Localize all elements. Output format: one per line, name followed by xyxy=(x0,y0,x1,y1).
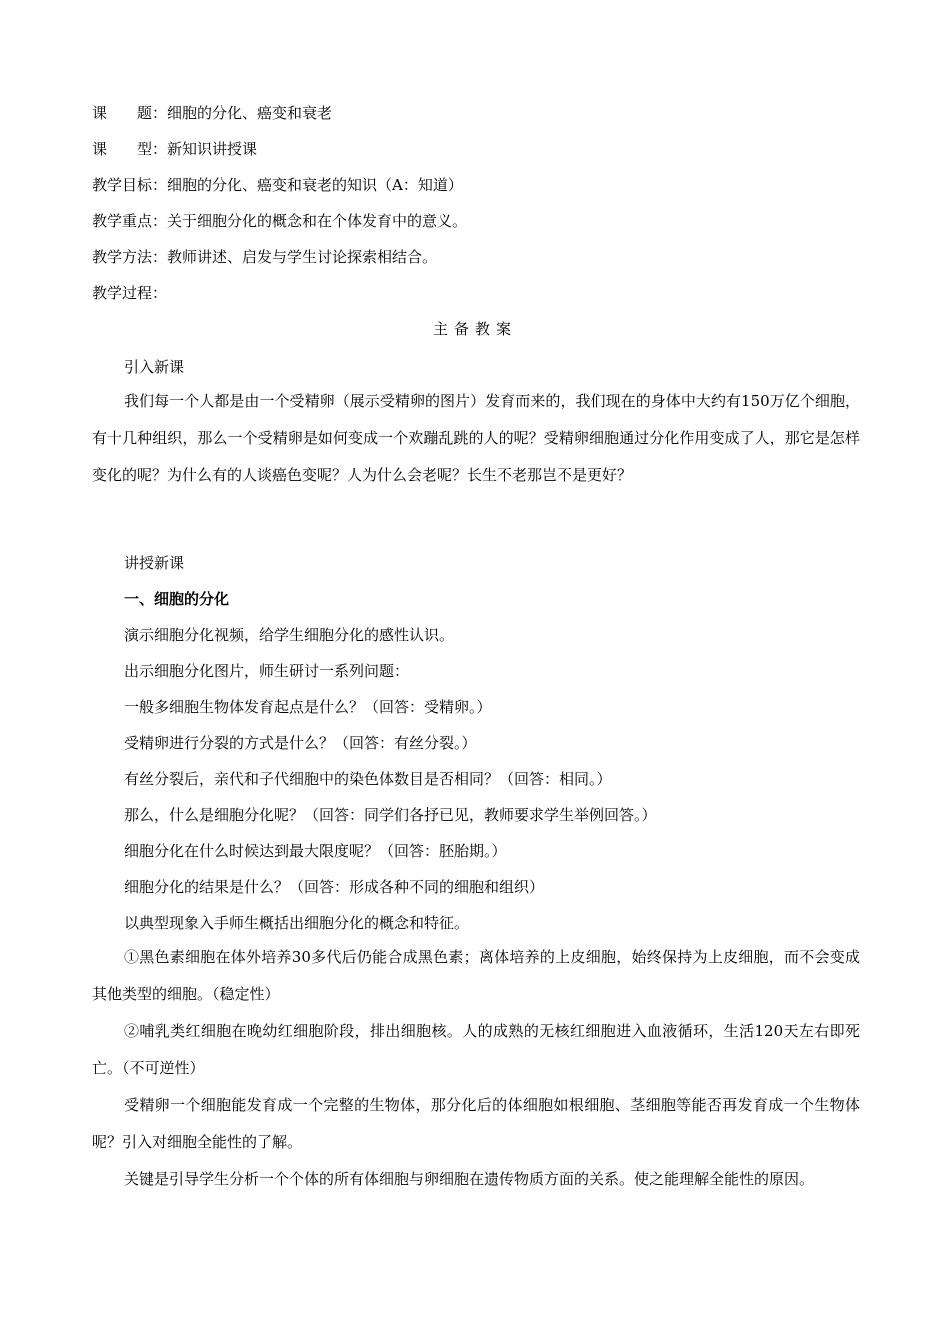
list-item: 演示细胞分化视频，给学生细胞分化的感性认识。 xyxy=(124,626,455,644)
doc-title: 主备教案 xyxy=(432,320,517,338)
type-line xyxy=(92,138,257,159)
goal-value: 细胞的分化、癌变和衰老的知识（A：知道） xyxy=(167,176,463,194)
list-item: 一般多细胞生物体发育起点是什么？（回答：受精卵。） xyxy=(124,698,492,716)
key-point-paragraph: 关键是引导学生分析一个个体的所有体细胞与卵细胞在遗传物质方面的关系。使之能理解全能性的原因。 xyxy=(124,1170,815,1188)
topic-line xyxy=(92,102,332,123)
lecture-heading: 讲授新课 xyxy=(124,554,185,572)
list-item: 以典型现象入手师生概括出细胞分化的概念和特征。 xyxy=(124,914,470,932)
process-line xyxy=(92,282,167,303)
method-label: 教学方法： xyxy=(92,248,168,266)
example-stability: ①黑色素细胞在体外培养30多代后仍能合成黑色素；离体培养的上皮细胞，始终保持为上皮细胞，而不会变成其他类型的细胞。（稳定性） xyxy=(92,948,860,1003)
list-item: 受精卵进行分裂的方式是什么？（回答：有丝分裂。） xyxy=(124,734,477,752)
section-heading-differentiation: 一、细胞的分化 xyxy=(124,590,230,608)
intro-heading: 引入新课 xyxy=(124,358,185,376)
list-item: 细胞分化的结果是什么？（回答：形成各种不同的细胞和组织） xyxy=(124,878,545,896)
goal-line xyxy=(92,174,463,195)
topic-value: 细胞的分化、癌变和衰老 xyxy=(167,104,333,122)
totipotency-paragraph: 受精卵一个细胞能发育成一个完整的生物体，那分化后的体细胞如根细胞、茎细胞等能否再发育成一个生物体呢？引入对细胞全能性的了解。 xyxy=(92,1096,860,1151)
method-value: 教师讲述、启发与学生讨论探索相结合。 xyxy=(167,248,438,266)
list-item: 出示细胞分化图片，师生研讨一系列问题： xyxy=(124,662,410,680)
focus-line xyxy=(92,210,467,231)
method-line xyxy=(92,246,437,267)
focus-value: 关于细胞分化的概念和在个体发育中的意义。 xyxy=(167,212,468,230)
intro-paragraph: 我们每一个人都是由一个受精卵（展示受精卵的图片）发育而来的，我们现在的身体中大约有150万亿个细胞，有十几种组织，那么一个受精卵是如何变成一个欢蹦乱跳的人的呢？受精卵细胞通过分化作用变成了人，那它是怎样变化的呢？为什么有的人谈癌色变呢？人为什么会老呢？长生不老那岂不是更好？ xyxy=(92,392,860,484)
list-item: 那么，什么是细胞分化呢？（回答：同学们各抒已见，教师要求学生举例回答。） xyxy=(124,806,657,824)
list-item: 细胞分化在什么时候达到最大限度呢？（回答：胚胎期。） xyxy=(124,842,507,860)
list-item: 有丝分裂后，亲代和子代细胞中的染色体数目是否相同？（回答：相同。） xyxy=(124,770,612,788)
goal-label: 教学目标： xyxy=(92,176,168,194)
topic-label: 课 题： xyxy=(92,104,168,122)
type-value: 新知识讲授课 xyxy=(167,140,258,158)
example-irreversibility: ②哺乳类红细胞在晚幼红细胞阶段，排出细胞核。人的成熟的无核红细胞进入血液循环，生活120天左右即死亡。（不可逆性） xyxy=(92,1022,860,1077)
type-label: 课 型： xyxy=(92,140,168,158)
focus-label: 教学重点： xyxy=(92,212,168,230)
process-label: 教学过程： xyxy=(92,284,168,302)
